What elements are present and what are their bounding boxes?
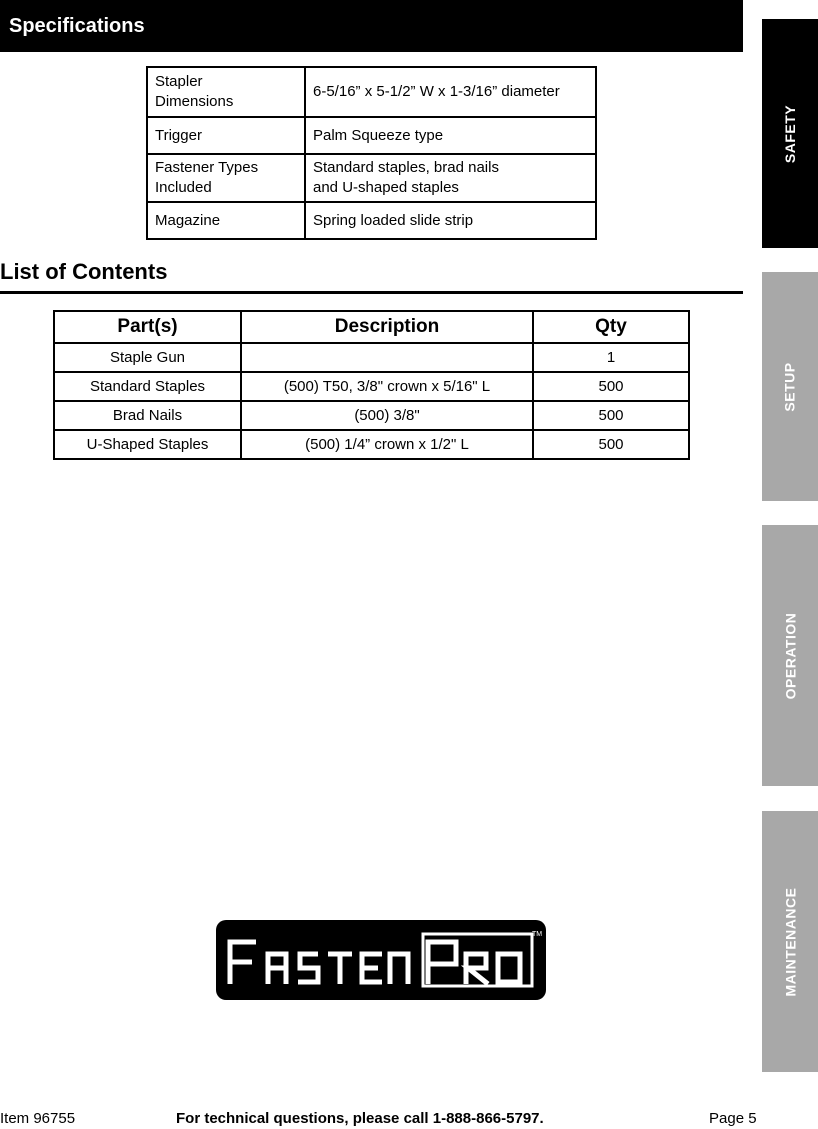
column-header-qty: Qty <box>533 311 689 343</box>
table-row <box>54 401 689 430</box>
part-cell: Brad Nails <box>54 401 241 430</box>
description-cell <box>241 343 533 372</box>
part-cell: U-Shaped Staples <box>54 430 241 459</box>
description-cell: (500) T50, 3/8" crown x 5/16" L <box>241 372 533 401</box>
description-cell: (500) 1/4” crown x 1/2" L <box>241 430 533 459</box>
column-header-parts: Part(s) <box>54 311 241 343</box>
column-header-description: Description <box>241 311 533 343</box>
qty-cell: 500 <box>533 372 689 401</box>
footer-page-number: Page 5 <box>709 1110 757 1127</box>
spec-row <box>147 202 596 239</box>
footer-support-text: For technical questions, please call 1-888-866-5797. <box>176 1110 544 1127</box>
spec-value: Standard staples, brad nails and U-shaped staples <box>305 154 596 202</box>
contents-table <box>53 310 690 460</box>
fastenpro-logo-graphic <box>216 920 546 1000</box>
spec-label: Fastener Types Included <box>147 154 305 202</box>
spec-label: Stapler Dimensions <box>147 67 305 117</box>
spec-value: 6-5/16” x 5-1/2” W x 1-3/16” diameter <box>305 67 596 117</box>
part-cell: Standard Staples <box>54 372 241 401</box>
spec-label: Magazine <box>147 202 305 239</box>
contents-header-row <box>54 311 689 343</box>
spec-row <box>147 67 596 117</box>
tab-operation[interactable] <box>762 525 818 786</box>
specifications-table <box>146 66 597 240</box>
table-row <box>54 343 689 372</box>
spec-value: Spring loaded slide strip <box>305 202 596 239</box>
table-row <box>54 430 689 459</box>
description-cell: (500) 3/8" <box>241 401 533 430</box>
fastenpro-logo <box>216 920 546 1000</box>
footer-item-number: Item 96755 <box>0 1110 76 1127</box>
qty-cell: 500 <box>533 430 689 459</box>
tab-setup[interactable] <box>762 272 818 501</box>
spec-value: Palm Squeeze type <box>305 117 596 154</box>
contents-divider <box>0 291 743 294</box>
part-cell: Staple Gun <box>54 343 241 372</box>
tab-maintenance[interactable] <box>762 811 818 1072</box>
specifications-title: Specifications <box>9 15 145 37</box>
spec-row <box>147 117 596 154</box>
spec-label: Trigger <box>147 117 305 154</box>
qty-cell: 1 <box>533 343 689 372</box>
spec-row <box>147 154 596 202</box>
table-row <box>54 372 689 401</box>
tab-label: SAFETY <box>782 104 799 163</box>
tab-label: SETUP <box>782 361 798 412</box>
tab-label: OPERATION <box>782 612 799 699</box>
tab-safety[interactable] <box>762 19 818 248</box>
specifications-header <box>0 0 743 52</box>
contents-title: List of Contents <box>0 259 168 284</box>
tab-label: MAINTENANCE <box>782 887 799 996</box>
trademark-symbol: TM <box>532 931 543 938</box>
qty-cell: 500 <box>533 401 689 430</box>
